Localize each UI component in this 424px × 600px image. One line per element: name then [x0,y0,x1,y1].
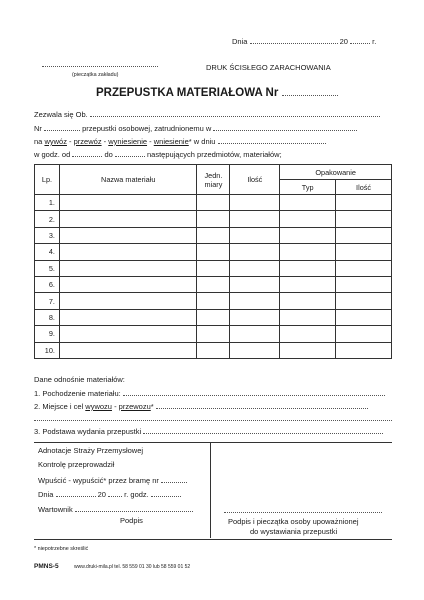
table-row [35,211,392,227]
quantity-cell[interactable] [230,293,280,309]
hours-from-label: w godz. od [34,150,71,159]
col-unit [197,165,230,195]
material-name-cell[interactable] [59,211,197,227]
pack-type-cell[interactable] [280,227,336,243]
authorized-caption-1: Podpis i pieczątka osoby upoważnionej [228,517,359,526]
col-unit-line1: Jedn. [204,170,223,180]
table-row [35,195,392,211]
pack-qty-cell[interactable] [336,326,392,342]
table-row [35,244,392,260]
hour-from-field[interactable] [72,156,102,157]
col-packaging: Opakowanie [280,165,392,180]
table-row [35,326,392,342]
quantity-cell[interactable] [230,260,280,276]
pack-type-cell[interactable] [280,260,336,276]
guard-date-line [38,490,181,499]
na-label: na [34,137,43,146]
pack-type-cell[interactable] [280,244,336,260]
place-field[interactable] [156,408,368,409]
place-star: * [150,402,154,411]
hours-to-label: do [104,150,113,159]
dash: - [114,402,117,411]
origin-label: 1. Pochodzenie materiału: [34,389,121,398]
authorized-caption-2: do wystawiania przepustki [250,527,338,536]
col-material-name: Nazwa materiału [59,165,197,195]
unit-cell[interactable] [197,326,230,342]
authorized-signature-line[interactable] [224,512,382,513]
row-number: 1. [35,195,60,211]
material-name-cell[interactable] [59,326,197,342]
basis-field[interactable] [143,433,383,434]
pack-qty-cell[interactable] [336,227,392,243]
row-number: 9. [35,326,60,342]
option-wniesienie[interactable]: wniesienie [153,137,189,146]
stamp-label: (pieczątka zakładu) [72,72,119,78]
guard-date-label: Dnia [38,490,54,499]
signatures-divider [210,442,211,538]
table-row [35,293,392,309]
material-name-cell[interactable] [59,244,197,260]
col-quantity: Ilość [230,165,280,195]
unit-cell[interactable] [197,244,230,260]
quantity-cell[interactable] [230,195,280,211]
day-label: * w dniu [188,137,216,146]
gate-line [38,476,187,485]
pack-type-cell[interactable] [280,195,336,211]
table-row [35,342,392,358]
employer-field[interactable] [213,130,357,131]
guard-signature-field[interactable] [75,511,193,512]
unit-cell[interactable] [197,342,230,358]
quantity-cell[interactable] [230,326,280,342]
option-wywoz[interactable]: wywóz [44,137,67,146]
basis-label: 3. Podstawa wydania przepustki [34,427,142,436]
material-name-cell[interactable] [59,293,197,309]
table-row [35,260,392,276]
pack-qty-cell[interactable] [336,211,392,227]
origin-field[interactable] [123,395,385,396]
day-field[interactable] [218,143,326,144]
guard-signature-caption: Podpis [120,516,143,525]
pack-qty-cell[interactable] [336,309,392,325]
date-label: Dnia [232,37,248,46]
pack-qty-cell[interactable] [336,260,392,276]
quantity-cell[interactable] [230,211,280,227]
dash: - [103,137,107,146]
guard-line1: Adnotacje Straży Przemysłowej [38,446,144,455]
unit-cell[interactable] [197,211,230,227]
materials-table [34,164,392,359]
row-number: 2. [35,211,60,227]
place-label: 2. Miejsce i cel [34,402,84,411]
date-year-field[interactable] [350,43,370,44]
guard-hour-field[interactable] [151,496,181,497]
pack-type-cell[interactable] [280,293,336,309]
col-lp: Lp. [35,165,60,195]
unit-cell[interactable] [197,309,230,325]
dash: - [69,137,72,146]
pack-type-cell[interactable] [280,342,336,358]
guard-hour-label: r. godz. [124,490,149,499]
pack-qty-cell[interactable] [336,293,392,309]
table-row [35,309,392,325]
citizen-field[interactable] [90,116,380,117]
stamp-line [42,66,158,67]
option-wywozu[interactable]: wywozu [85,402,112,411]
row-number: 7. [35,293,60,309]
col-pack-type: Typ [280,180,336,195]
col-pack-qty: Ilość [336,180,392,195]
quantity-cell[interactable] [230,276,280,292]
guard-line2: Kontrolę przeprowadził [38,460,115,469]
material-name-cell[interactable] [59,342,197,358]
guard-year-prefix: 20 [97,490,106,499]
allow-label: Zezwala się Ob. [34,110,88,119]
hour-to-field[interactable] [115,156,145,157]
row-number: 3. [35,227,60,243]
material-name-cell[interactable] [59,309,197,325]
origin-line [34,389,385,398]
allow-line [34,110,380,119]
row-number: 5. [35,260,60,276]
gate-number-field[interactable] [161,482,187,483]
material-name-cell[interactable] [59,227,197,243]
pack-type-cell[interactable] [280,276,336,292]
row-number: 8. [35,309,60,325]
pack-type-cell[interactable] [280,211,336,227]
option-przewoz[interactable]: przewóz [73,137,102,146]
date-year-suffix: r. [372,37,377,46]
material-name-cell[interactable] [59,276,197,292]
pack-type-cell[interactable] [280,326,336,342]
pack-qty-cell[interactable] [336,195,392,211]
date-year-prefix: 20 [339,37,348,46]
row-number: 6. [35,276,60,292]
guard-year-field[interactable] [108,496,122,497]
date-day-field[interactable] [250,43,338,44]
form-code: PMNS-5 [34,563,59,570]
material-name-cell[interactable] [59,260,197,276]
hours-line [34,150,282,159]
quantity-cell[interactable] [230,244,280,260]
following-label: następujących przedmiotów, materiałów; [147,150,282,159]
page-title-line [96,87,338,99]
pack-qty-cell[interactable] [336,276,392,292]
unit-cell[interactable] [197,260,230,276]
id-line [34,124,357,133]
quantity-cell[interactable] [230,309,280,325]
unit-cell[interactable] [197,195,230,211]
quantity-cell[interactable] [230,227,280,243]
guard-sign-line [38,505,193,514]
strict-record-label: DRUK ŚCISŁEGO ZARACHOWANIA [206,63,331,72]
material-name-cell[interactable] [59,195,197,211]
details-heading: Dane odnośnie materiałów: [34,375,125,384]
row-number: 10. [35,342,60,358]
footnote: * niepotrzebne skreślić [34,546,89,552]
purpose-line [34,137,326,146]
guard-label: Wartownik [38,505,73,514]
dash: - [149,137,152,146]
unit-cell[interactable] [197,276,230,292]
publisher-contact: www.druki-mila.pl tel. 58 559 01 30 lub 58 559 01 52 [74,564,191,570]
page-title: PRZEPUSTKA MATERIAŁOWA Nr [96,87,279,99]
pass-number-field[interactable] [282,95,338,96]
place-extra-line[interactable] [34,420,392,421]
nr-label: Nr [34,124,42,133]
date-line [232,37,376,46]
basis-line [34,427,383,436]
pack-qty-cell[interactable] [336,244,392,260]
row-number: 4. [35,244,60,260]
guard-date-field[interactable] [56,496,96,497]
pack-qty-cell[interactable] [336,342,392,358]
unit-cell[interactable] [197,293,230,309]
quantity-cell[interactable] [230,342,280,358]
col-unit-line2: miary [204,179,223,189]
place-line [34,402,368,411]
option-przewozu[interactable]: przewozu [118,402,151,411]
pack-type-cell[interactable] [280,309,336,325]
id-number-field[interactable] [44,130,80,131]
unit-cell[interactable] [197,227,230,243]
pass-text: przepustki osobowej, zatrudnionemu w [82,124,212,133]
gate-label: Wpuścić - wypuścić* przez bramę nr [38,476,159,485]
table-row [35,276,392,292]
table-row [35,227,392,243]
table-header-row [35,165,392,180]
option-wyniesienie[interactable]: wyniesienie [108,137,148,146]
